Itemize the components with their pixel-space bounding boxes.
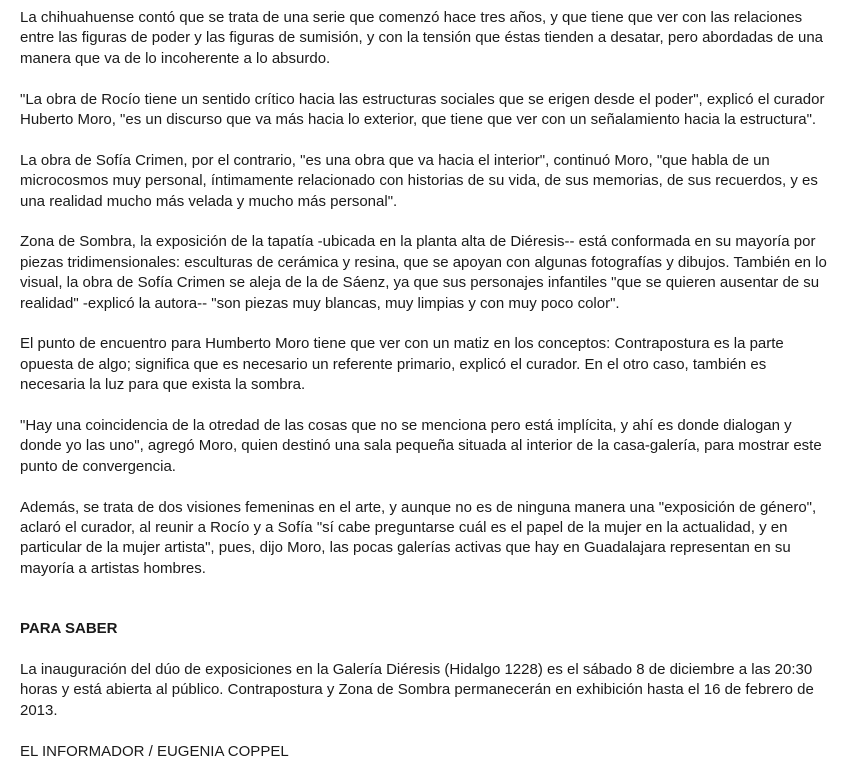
article-paragraph: Zona de Sombra, la exposición de la tapatía -ubicada en la planta alta de Diéresis-- está conformada en su mayoría por piezas tridimensionales: esculturas de cerámica y resina, que se apoyan con algunas fotografías y dibujos. También en lo visual, la obra de Sofía Crimen se aleja de la de Sáenz, ya que sus personajes infantiles "que se quieren ausentar de su realidad" -explicó la autora-- "son piezas muy blancas, muy limpias y con muy poco color". xyxy=(20,233,827,312)
article-paragraph: Además, se trata de dos visiones femeninas en el arte, y aunque no es de ninguna manera una "exposición de género", aclaró el curador, al reunir a Rocío y a Sofía "sí cabe preguntarse cuál es el papel de la mujer en la actualidad, y en particular de la mujer artista", pues, dijo Moro, las pocas galerías activas que hay en Guadalajara representan en su mayoría a artistas hombres. xyxy=(20,498,817,577)
article-paragraph: El punto de encuentro para Humberto Moro tiene que ver con un matiz en los conceptos: Contrapostura es la parte opuesta de algo; significa que es necesario un referente primario, explicó el curador. En el otro caso, también es necesaria la luz para que exista la sombra. xyxy=(20,335,784,394)
article-body xyxy=(20,8,834,762)
article-paragraph: "Hay una coincidencia de la otredad de las cosas que no se menciona pero está implícita, y ahí es donde dialogan y donde yo las uno", agregó Moro, quien destinó una sala pequeña situada al interior de la casa-galería, para mostrar este punto de convergencia. xyxy=(20,417,822,475)
article-paragraph: La chihuahuense contó que se trata de una serie que comenzó hace tres años, y que tiene que ver con las relaciones entre las figuras de poder y las figuras de sumisión, y con la tensión que éstas tienden a desatar, pero abordadas de una manera que va de lo incoherente a lo absurdo. xyxy=(20,9,824,67)
article-paragraph: "La obra de Rocío tiene un sentido crítico hacia las estructuras sociales que se erigen desde el poder", explicó el curador Huberto Moro, "es un discurso que va más hacia lo exterior, que tiene que ver con un señalamiento hacia la estructura". xyxy=(20,90,825,129)
section-heading: PARA SABER xyxy=(20,620,118,638)
info-paragraph: La inauguración del dúo de exposiciones en la Galería Diéresis (Hidalgo 1228) es el sábado 8 de diciembre a las 20:30 horas y está abierta al público. Contrapostura y Zona de Sombra permanecerán en exhibición hasta el 16 de febrero de 2013. xyxy=(20,661,814,719)
article-paragraph: La obra de Sofía Crimen, por el contrario, "es una obra que va hacia el interior", continuó Moro, "que habla de un microcosmos muy personal, íntimamente relacionado con historias de su vida, de sus memorias, de sus recuerdos, y es una realidad mucho más velada y mucho más personal". xyxy=(20,151,818,210)
byline: EL INFORMADOR / EUGENIA COPPEL xyxy=(20,742,289,760)
